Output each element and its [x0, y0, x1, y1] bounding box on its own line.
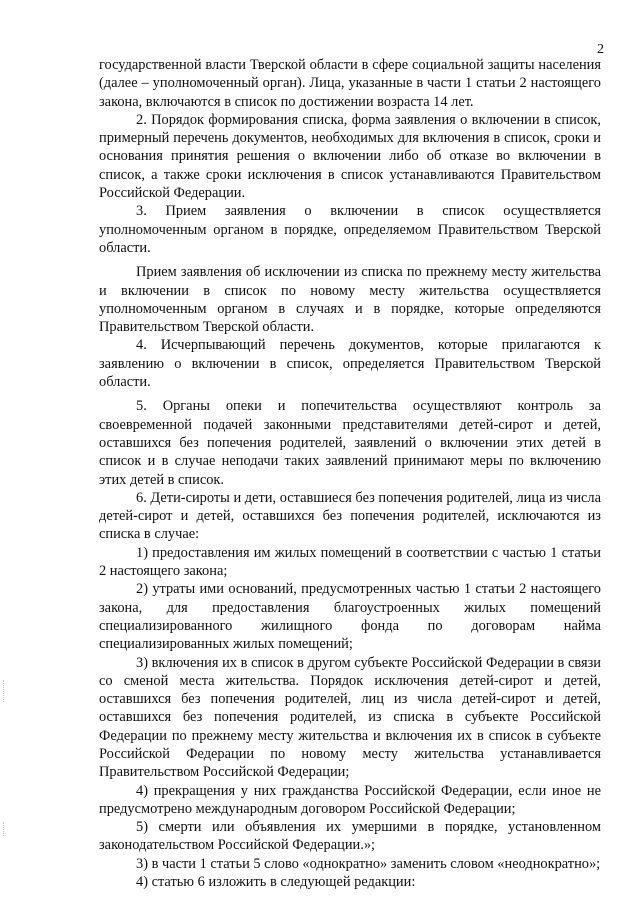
paragraph-item-3: 3. Прием заявления о включении в список осуществляется уполномоченным органом в порядке, определяемом Правительством Тверской области. — [99, 203, 601, 256]
list-item-5: 5) смерти или объявления их умершими в порядке, установленном законодательством Российской Федерации.»; — [99, 819, 601, 854]
paragraph-item-3-second: Прием заявления об исключении из списка по прежнему месту жительства и включении в список по новому месту жительства осуществляется уполномоченным органом в случаях и в порядке, которые определяются Правительством Тверской области. — [99, 264, 601, 336]
paragraph-item-2: 2. Порядок формирования списка, форма заявления о включении в список, примерный перечень документов, необходимых для включения в список, сроки и основания принятия решения о включении либо об отказе во включении в список, а также сроки исключения в список устанавливаются Правительством Российской Федерации. — [99, 111, 601, 202]
paragraph-continuation: государственной власти Тверской области в сфере социальной защиты населения (далее – уполномоченный орган). Лица, указанные в части 1 статьи 2 настоящего закона, включаются в список по достижении возраста 14 лет. — [99, 57, 601, 110]
paragraph-item-5: 5. Органы опеки и попечительства осуществляют контроль за своевременной подачей законными представителями детей-сирот и детей, оставшихся без попечения родителей, заявлений о включении этих детей в список и в случае неподачи таких заявлений принимают меры по включению этих детей в список. — [99, 398, 601, 488]
paragraph-item-4: 4. Исчерпывающий перечень документов, которые прилагаются к заявлению о включении в список, определяется Правительством Тверской области. — [99, 337, 601, 391]
amendment-item-4: 4) статью 6 изложить в следующей редакции: — [136, 874, 416, 891]
list-item-2: 2) утраты ими оснований, предусмотренных частью 1 статьи 2 настоящего закона, для предоставления благоустроенных жилых помещений специализированного жилищного фонда по договорам найма специализированных жилых помещений; — [99, 581, 601, 653]
amendment-item-3: 3) в части 1 статьи 5 слово «однократно» заменить словом «неоднократно»; — [136, 855, 601, 872]
list-item-4: 4) прекращения у них гражданства Российской Федерации, если иное не предусмотрено международным договором Российской Федерации; — [99, 782, 601, 817]
list-item-3: 3) включения их в список в другом субъекте Российской Федерации в связи со сменой места жительства. Порядок исключения детей-сирот и детей, оставшихся без попечения родителей, лиц из числа детей-сирот и детей, оставшихся без попечения родителей, из списка в субъекте Российской Федерации по прежнему месту жительства и включения их в список в субъекте Российской Федерации по новому месту жительства устанавливается Правительством Российской Федерации; — [99, 654, 601, 781]
scan-margin-mark — [3, 680, 6, 702]
paragraph-item-6: 6. Дети-сироты и дети, оставшиеся без попечения родителей, лица из числа детей-сирот и детей, оставшихся без попечения родителей, исключаются из списка в случае: — [99, 489, 601, 543]
page-number: 2 — [597, 42, 604, 57]
document-body — [99, 56, 601, 891]
scan-margin-mark — [3, 822, 6, 836]
list-item-1: 1) предоставления им жилых помещений в соответствии с частью 1 статьи 2 настоящего закона; — [99, 544, 601, 580]
